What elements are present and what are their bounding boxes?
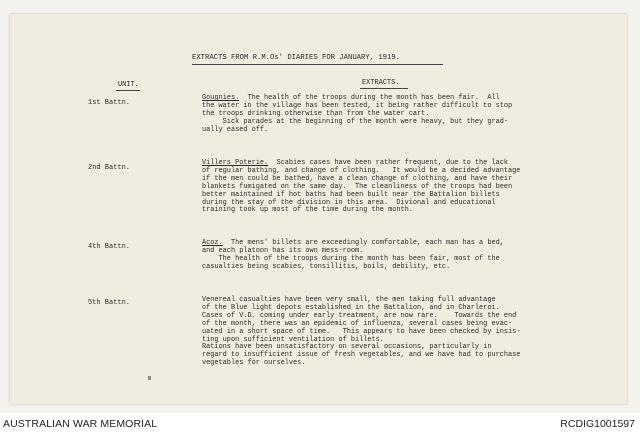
extract-4th-battn: Acoz. The mens' billets are exceedingly comfortable, each man has a bed, and each platoon has its own mess-room. The health of the troops during the month has been fair, most of the casualties being scabies, tonsillitis, boils, debility, etc. xyxy=(202,239,504,271)
extract-1st-battn: Gougnies. The health of the troops during the month has been fair. All the water in the village has been tested, it being rather difficult to stop the troops drinking otherwise than from the water cart. Sick parades at the beginning of the month were heavy, but they grad- ually eased off. xyxy=(202,94,513,134)
unit-column-header: UNIT. xyxy=(118,81,139,89)
place-name: Villers Poterie. xyxy=(202,159,269,167)
extract-2nd-battn: Villers Poterie. Scabies cases have been rather frequent, due to the lack of regular bathing, and change of clothing. It would be a decided advantage if the men could be bathed, have a clean change of clothing, and have their blankets fumigated on the same day. The cleanliness of the troops had been better maintained if hot baths had been built near the Battalion billets during the stay of the division in this area. Divional and educational training took up most of the time during the month. xyxy=(202,159,521,215)
unit-label-2nd-battn: 2nd Battn. xyxy=(88,164,131,172)
unit-label-5th-battn: 5th Battn. xyxy=(88,299,131,307)
extracts-column-header: EXTRACTS. xyxy=(362,79,400,87)
unit-header-underline xyxy=(116,90,140,91)
archive-footer xyxy=(0,413,640,434)
extracts-header-underline xyxy=(360,88,408,89)
unit-label-1st-battn: 1st Battn. xyxy=(88,99,131,107)
extract-5th-battn: Venereal casualties have been very small, the men taking full advantage of the Blue light depots established in the Battalion, and in Charleroi. Cases of V.D. coming under early treatment, are now rare. Towards the end of the month, there was an epidemic of influenza, several cases being evac- uated in a short space of time. This appears to have been checked by insis- ting upon sufficient ventilation of billets. Rations have been unsatisfactory on several occasions, particularly in regard to insufficient issue of fresh vegetables, and we have had to purchase vegetables for ourselves. xyxy=(202,296,521,368)
unit-label-4th-battn: 4th Battn. xyxy=(88,243,131,251)
footer-record-id: RCDIG1001597 xyxy=(560,418,635,430)
place-name: Gougnies. xyxy=(202,94,240,102)
ink-mark xyxy=(148,376,151,380)
title-underline xyxy=(192,64,443,65)
footer-institution: AUSTRALIAN WAR MEMORIAL xyxy=(3,418,158,430)
document-title: EXTRACTS FROM R.M.Os' DIARIES FOR JANUARY, 1919. xyxy=(192,54,400,62)
place-name: Acoz. xyxy=(202,239,223,247)
